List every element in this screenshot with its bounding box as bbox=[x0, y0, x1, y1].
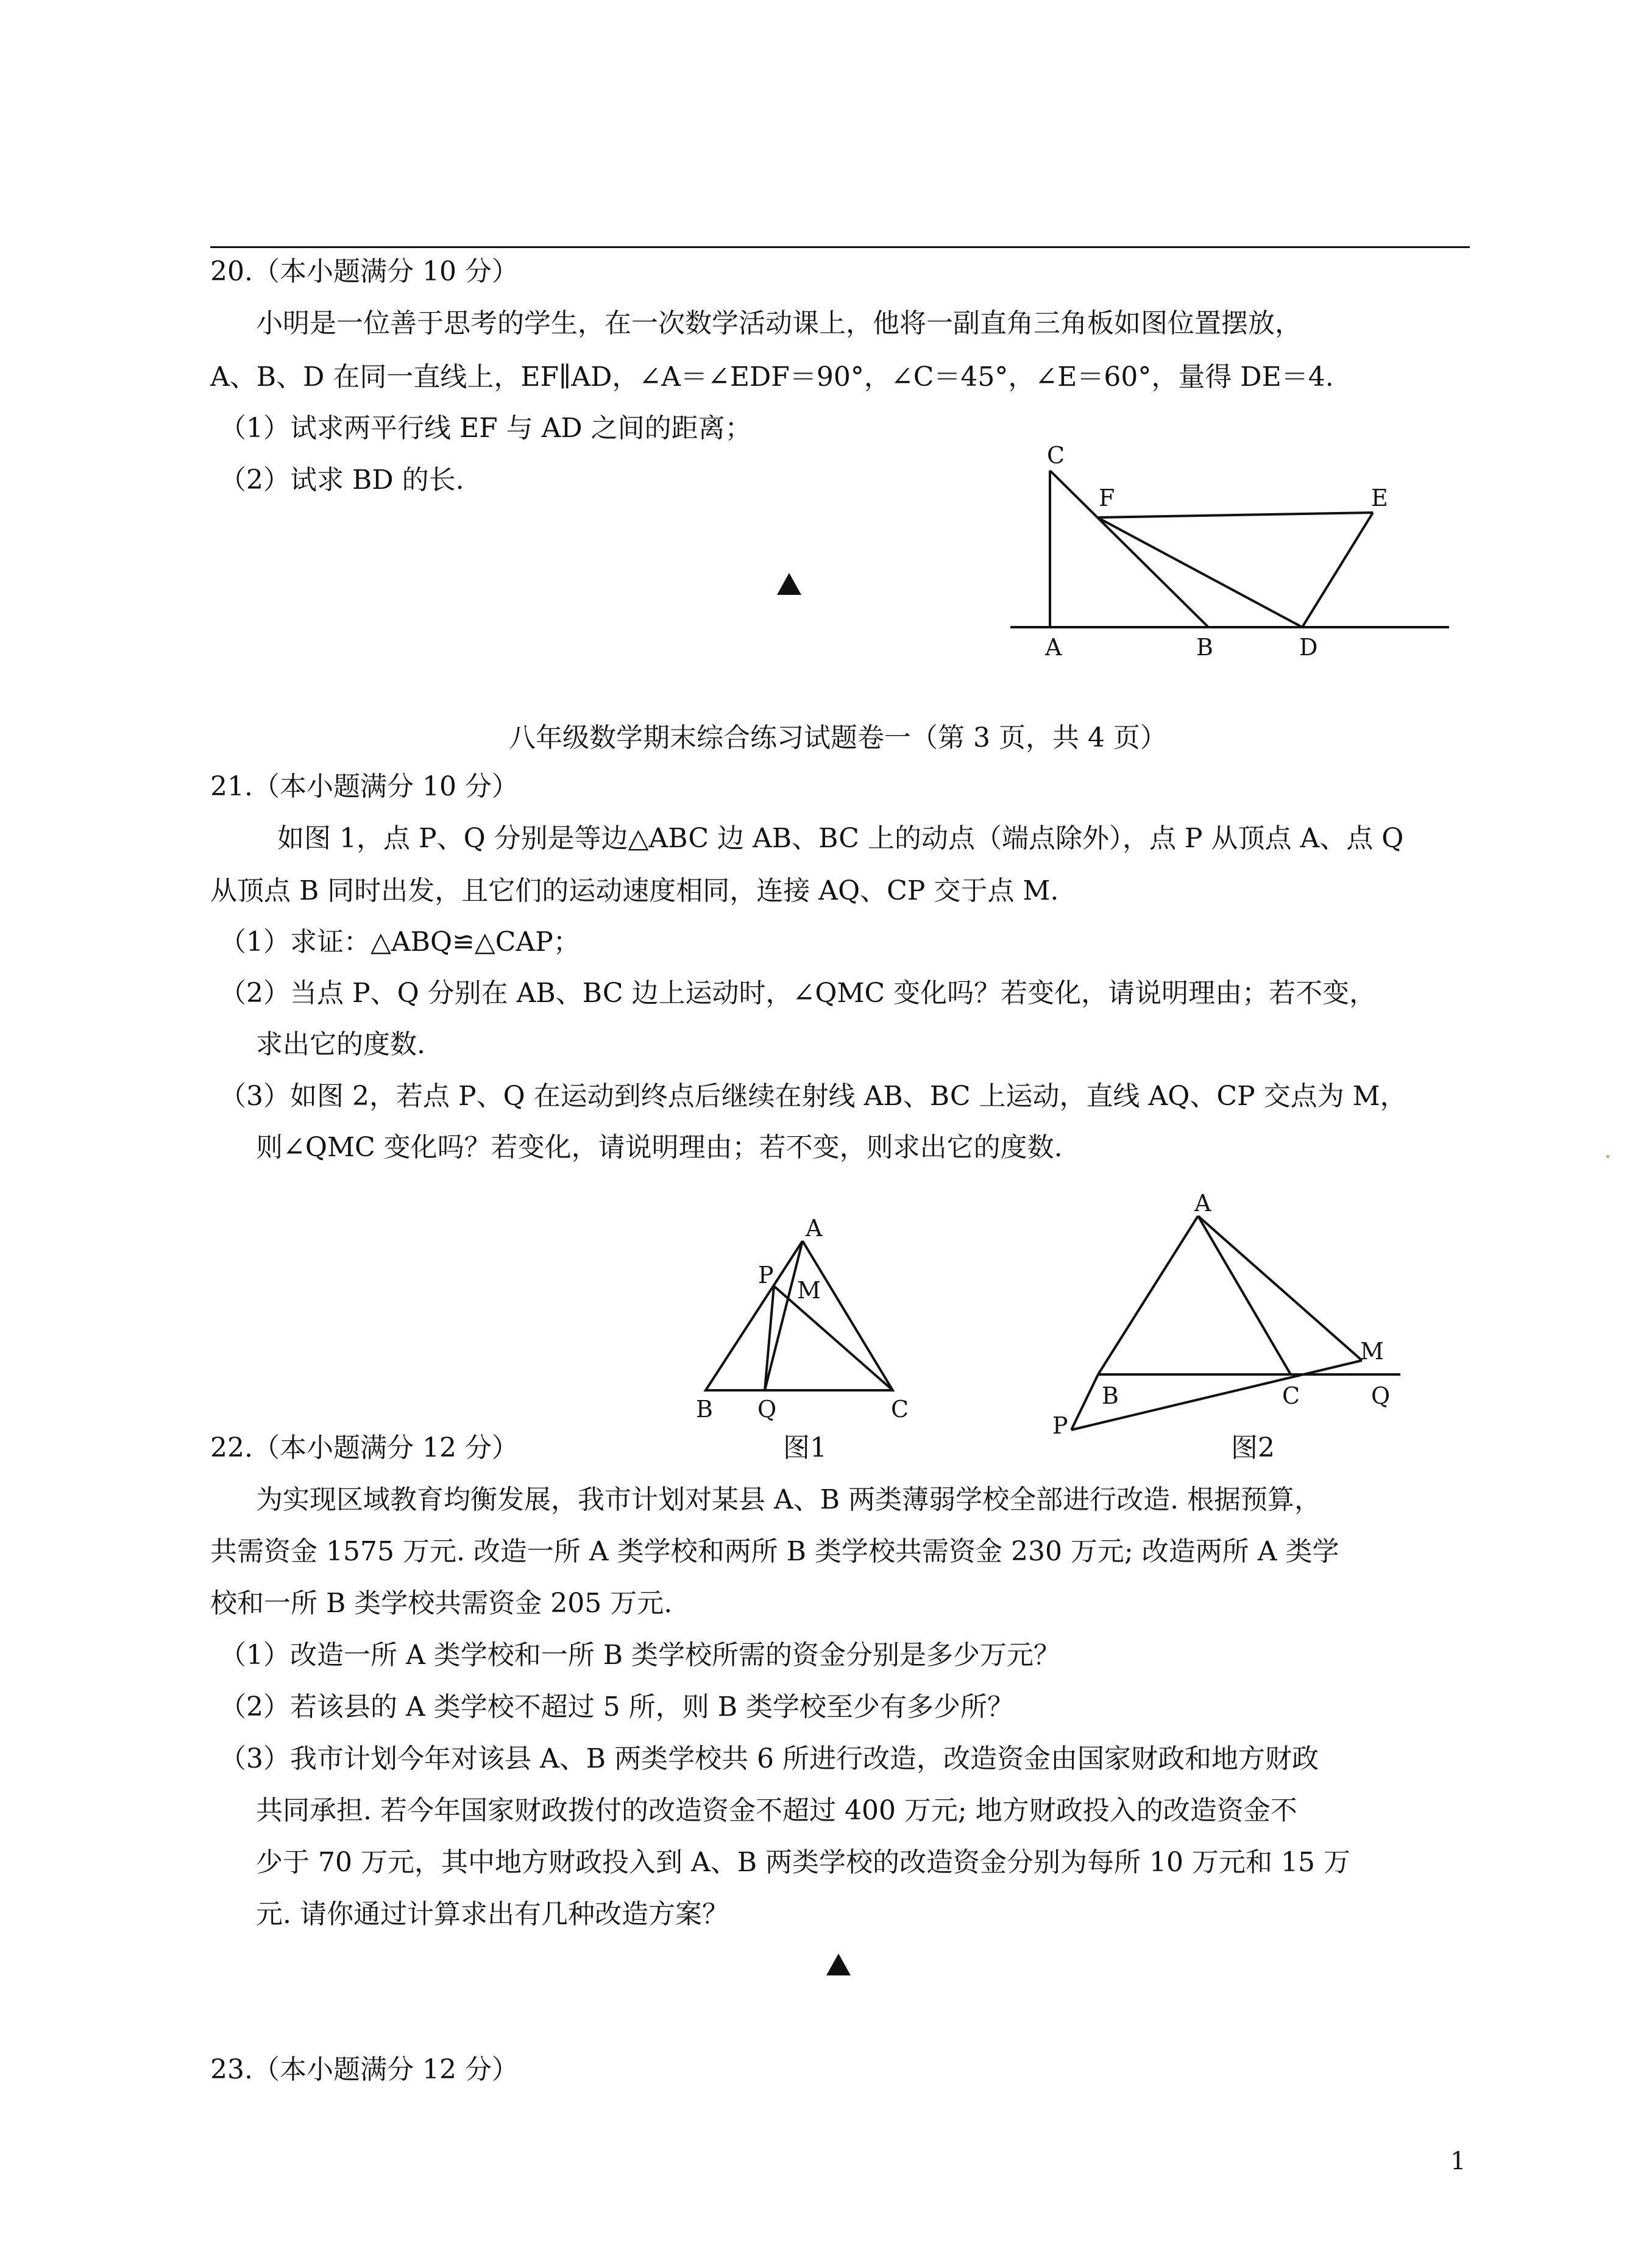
q21-item3b: 则∠QMC 变化吗？若变化，请说明理由；若不变，则求出它的度数. bbox=[256, 1132, 1063, 1163]
q22-item3a: （3）我市计划今年对该县 A、B 两类学校共 6 所进行改造，改造资金由国家财政和地方财政 bbox=[219, 1743, 1319, 1774]
label-q: Q bbox=[757, 1396, 777, 1423]
q20-item1: （1）试求两平行线 EF 与 AD 之间的距离； bbox=[219, 413, 752, 444]
label-e: E bbox=[1371, 485, 1388, 511]
q20-line2: A、B、D 在同一直线上，EF∥AD，∠A＝∠EDF＝90°，∠C＝45°，∠E＝60°，量得 DE＝4. bbox=[210, 361, 1334, 393]
label-a: A bbox=[1045, 634, 1062, 661]
q20-header: 20.（本小题满分 10 分） bbox=[210, 256, 519, 287]
q21-line2: 从顶点 B 同时出发，且它们的运动速度相同，连接 AQ、CP 交于点 M. bbox=[210, 875, 1059, 906]
q21-item3a: （3）如图 2，若点 P、Q 在运动到终点后继续在射线 AB、BC 上运动，直线 AQ、CP 交点为 M， bbox=[219, 1081, 1407, 1112]
segment-bp bbox=[1071, 1374, 1098, 1430]
q22-header: 22.（本小题满分 12 分） bbox=[210, 1432, 519, 1463]
label-a: A bbox=[1194, 1190, 1211, 1217]
q21-line1: 如图 1，点 P、Q 分别是等边△ABC 边 AB、BC 上的动点（端点除外），点 P 从顶点 A、点 Q bbox=[277, 823, 1404, 854]
segment-fe bbox=[1097, 513, 1373, 517]
q22-item3c: 少于 70 万元，其中地方财政投入到 A、B 两类学校的改造资金分别为每所 10 万元和 15 万 bbox=[256, 1847, 1350, 1878]
answer-marker-triangle-2 bbox=[826, 1953, 851, 1975]
fig1-caption: 图1 bbox=[783, 1432, 827, 1463]
segment-ab bbox=[1098, 1216, 1198, 1374]
q21-figure-2 bbox=[1052, 1190, 1400, 1439]
q22-line1: 为实现区域教育均衡发展，我市计划对某县 A、B 两类薄弱学校全部进行改造. 根据预算， bbox=[256, 1484, 1322, 1515]
label-b: B bbox=[696, 1396, 713, 1423]
q21-item2a: （2）当点 P、Q 分别在 AB、BC 边上运动时，∠QMC 变化吗？若变化，请说明理由；若不变， bbox=[219, 978, 1377, 1009]
q20-line1: 小明是一位善于思考的学生，在一次数学活动课上，他将一副直角三角板如图位置摆放， bbox=[256, 308, 1302, 339]
label-d: D bbox=[1299, 634, 1318, 661]
q22-line3: 校和一所 B 类学校共需资金 205 万元. bbox=[210, 1588, 673, 1619]
q23-header: 23.（本小题满分 12 分） bbox=[210, 2054, 519, 2085]
label-c: C bbox=[1282, 1382, 1300, 1409]
fig2-caption: 图2 bbox=[1231, 1432, 1275, 1463]
q22-item3d: 元. 请你通过计算求出有几种改造方案？ bbox=[256, 1899, 729, 1930]
segment-ac bbox=[1198, 1216, 1291, 1374]
segment-fd bbox=[1097, 517, 1302, 627]
segment-ed bbox=[1302, 513, 1373, 627]
label-q: Q bbox=[1371, 1382, 1391, 1409]
q22-item3b: 共同承担. 若今年国家财政拨付的改造资金不超过 400 万元; 地方财政投入的改造资金不 bbox=[256, 1795, 1297, 1826]
q20-figure bbox=[1010, 442, 1449, 661]
label-p: P bbox=[1052, 1412, 1068, 1439]
segment-am bbox=[1198, 1216, 1362, 1360]
q21-figure-1 bbox=[696, 1215, 909, 1423]
segment-cp bbox=[774, 1286, 893, 1390]
label-b: B bbox=[1102, 1382, 1119, 1409]
label-c: C bbox=[1047, 442, 1065, 469]
q21-item2b: 求出它的度数. bbox=[256, 1029, 425, 1060]
label-m: M bbox=[797, 1277, 821, 1304]
q21-header: 21.（本小题满分 10 分） bbox=[210, 771, 519, 802]
stray-dot bbox=[1606, 1155, 1609, 1158]
label-a: A bbox=[806, 1215, 823, 1242]
page-footer-caption: 八年级数学期末综合练习试题卷一（第 3 页，共 4 页） bbox=[509, 722, 1167, 753]
q20-item2: （2）试求 BD 的长. bbox=[219, 464, 464, 496]
label-c: C bbox=[891, 1396, 909, 1423]
label-b: B bbox=[1196, 634, 1213, 661]
q22-item2: （2）若该县的 A 类学校不超过 5 所，则 B 类学校至少有多少所？ bbox=[219, 1691, 1015, 1722]
q22-item1: （1）改造一所 A 类学校和一所 B 类学校所需的资金分别是多少万元？ bbox=[219, 1640, 1061, 1671]
q22-line2: 共需资金 1575 万元. 改造一所 A 类学校和两所 B 类学校共需资金 230 万元; 改造两所 A 类学 bbox=[210, 1536, 1339, 1567]
q21-item1: （1）求证：△ABQ≌△CAP； bbox=[219, 926, 580, 958]
page-number: 1 bbox=[1450, 2147, 1466, 2175]
label-f: F bbox=[1099, 485, 1115, 511]
triangle-abc bbox=[706, 1241, 893, 1390]
segment-cb bbox=[1050, 471, 1208, 627]
label-m: M bbox=[1360, 1338, 1384, 1365]
label-p: P bbox=[758, 1262, 774, 1289]
